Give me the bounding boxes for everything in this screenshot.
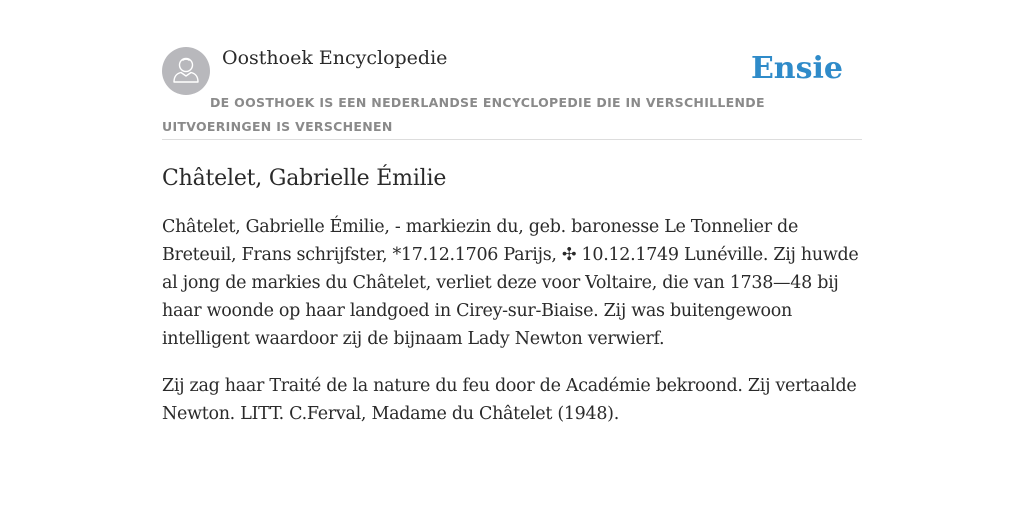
avatar[interactable]: [162, 47, 210, 95]
source-title[interactable]: Oosthoek Encyclopedie: [222, 47, 448, 69]
source-description: DE OOSTHOEK IS EEN NEDERLANDSE ENCYCLOPEDIE DIE IN VERSCHILLENDE UITVOERINGEN IS VERSCHENEN: [162, 95, 765, 134]
entry-title: Châtelet, Gabrielle Émilie: [162, 166, 447, 191]
page-container: [162, 46, 862, 428]
user-silhouette-icon: [162, 47, 210, 95]
entry-body: [162, 213, 862, 428]
source-header: [162, 46, 862, 140]
entry-paragraph-1: Châtelet, Gabrielle Émilie, - markiezin du, geb. baronesse Le Tonnelier de Breteuil, Frans schrijfster, *17.12.1706 Parijs, ✣ 10.12.1749 Lunéville. Zij huwde al jong de markies du Châtelet, verliet deze voor Voltaire, die van 1738—48 bij haar woonde op haar landgoed in Cirey-sur-Biaise. Zij was buitengewoon intelligent waardoor zij de bijnaam Lady Newton verwierf.: [162, 217, 859, 349]
brand-logo-link[interactable]: Ensie: [750, 51, 843, 86]
entry-paragraph-2: Zij zag haar Traité de la nature du feu door de Académie bekroond. Zij vertaalde Newton. LITT. C.Ferval, Madame du Châtelet (1948).: [162, 376, 857, 424]
